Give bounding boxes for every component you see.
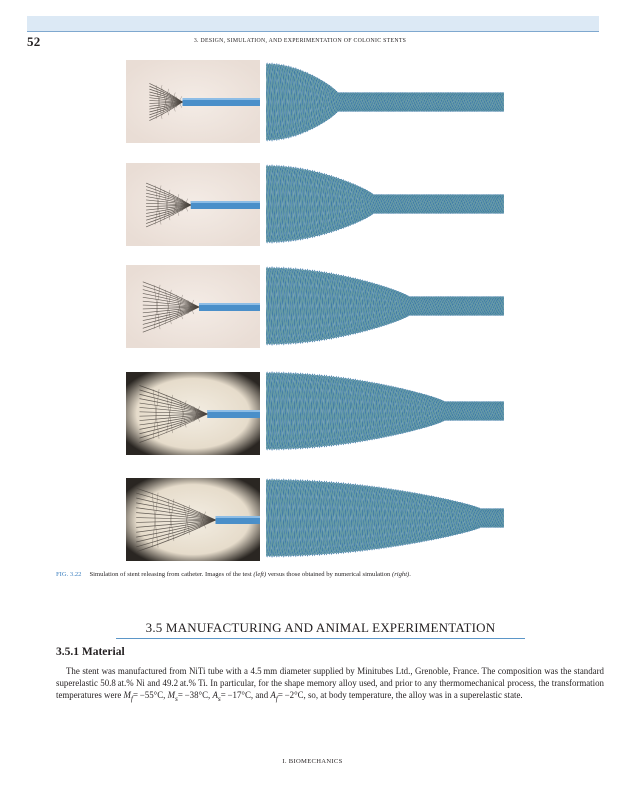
as-sub: s — [217, 693, 221, 703]
simulation-image-3 — [266, 262, 504, 350]
caption-left: (left) — [253, 571, 267, 578]
mf-sub: f — [130, 693, 133, 703]
section-rule — [116, 638, 525, 639]
section-heading: 3.5 MANUFACTURING AND ANIMAL EXPERIMENTATION — [145, 620, 496, 635]
test-photo-5 — [126, 478, 260, 561]
mf-symbol: M — [123, 689, 131, 700]
caption-right: (right) — [392, 571, 410, 578]
af-value: = −2°C, so, at body temperature, the alloy was in a superelastic state. — [277, 689, 523, 700]
photo-3-catheter-shine — [199, 303, 260, 305]
simulation-image-1-drawing — [266, 58, 504, 146]
af-symbol: A — [270, 689, 276, 700]
figure-label: FIG. 3.22 — [56, 571, 82, 578]
para-text-1: The stent was manufactured from NiTi tube with a 4.5 mm diameter supplied by Minitubes Ltd., Grenoble, France. The composition was the standard superelastic 50.8 at.% Ni and 49.2 at.% Ti. In particular, for the shape memory alloy used, and prior to any thermomechanical process, the transformation temperatures were — [56, 666, 604, 700]
as-value: = −17°C, and — [220, 689, 271, 700]
test-photo-1-image — [126, 60, 260, 143]
page-number: 52 — [27, 34, 41, 49]
photo-1-catheter-shine — [183, 98, 261, 100]
af-sub: f — [275, 693, 278, 703]
test-photo-3-image — [126, 265, 260, 348]
photo-5-catheter-shine — [216, 516, 261, 518]
test-photo-5-image — [126, 478, 260, 561]
simulation-image-3-drawing — [266, 262, 504, 350]
page-footer: I. BIOMECHANICS — [282, 758, 343, 765]
ms-sub: s — [174, 693, 178, 703]
test-photo-4 — [126, 372, 260, 455]
simulation-image-2-drawing — [266, 160, 504, 248]
test-photo-2-image — [126, 163, 260, 246]
caption-text-3: . — [409, 571, 411, 578]
simulation-image-4-drawing — [266, 367, 504, 455]
header-band — [27, 16, 599, 31]
ms-value: = −38°C, — [177, 689, 213, 700]
running-head: 3. DESIGN, SIMULATION, AND EXPERIMENTATION OF COLONIC STENTS — [193, 38, 407, 44]
mf-value: = −55°C, — [132, 689, 168, 700]
header-rule — [27, 31, 599, 32]
ms-symbol: M — [167, 689, 175, 700]
caption-text-1: Simulation of stent releasing from catheter. Images of the test — [89, 571, 254, 578]
test-photo-1 — [126, 60, 260, 143]
simulation-image-5-drawing — [266, 474, 504, 562]
test-photo-2 — [126, 163, 260, 246]
test-photo-3 — [126, 265, 260, 348]
as-symbol: A — [212, 689, 218, 700]
simulation-image-4 — [266, 367, 504, 455]
test-photo-4-image — [126, 372, 260, 455]
photo-2-catheter-shine — [191, 201, 260, 203]
simulation-image-1 — [266, 58, 504, 146]
subsection-heading: 3.5.1 Material — [56, 646, 125, 658]
figure-caption — [56, 571, 616, 578]
simulation-image-2 — [266, 160, 504, 248]
caption-text-2: versus those obtained by numerical simulation — [266, 571, 392, 578]
photo-4-catheter-shine — [207, 410, 260, 412]
simulation-image-5 — [266, 474, 504, 562]
body-paragraph — [56, 666, 604, 705]
